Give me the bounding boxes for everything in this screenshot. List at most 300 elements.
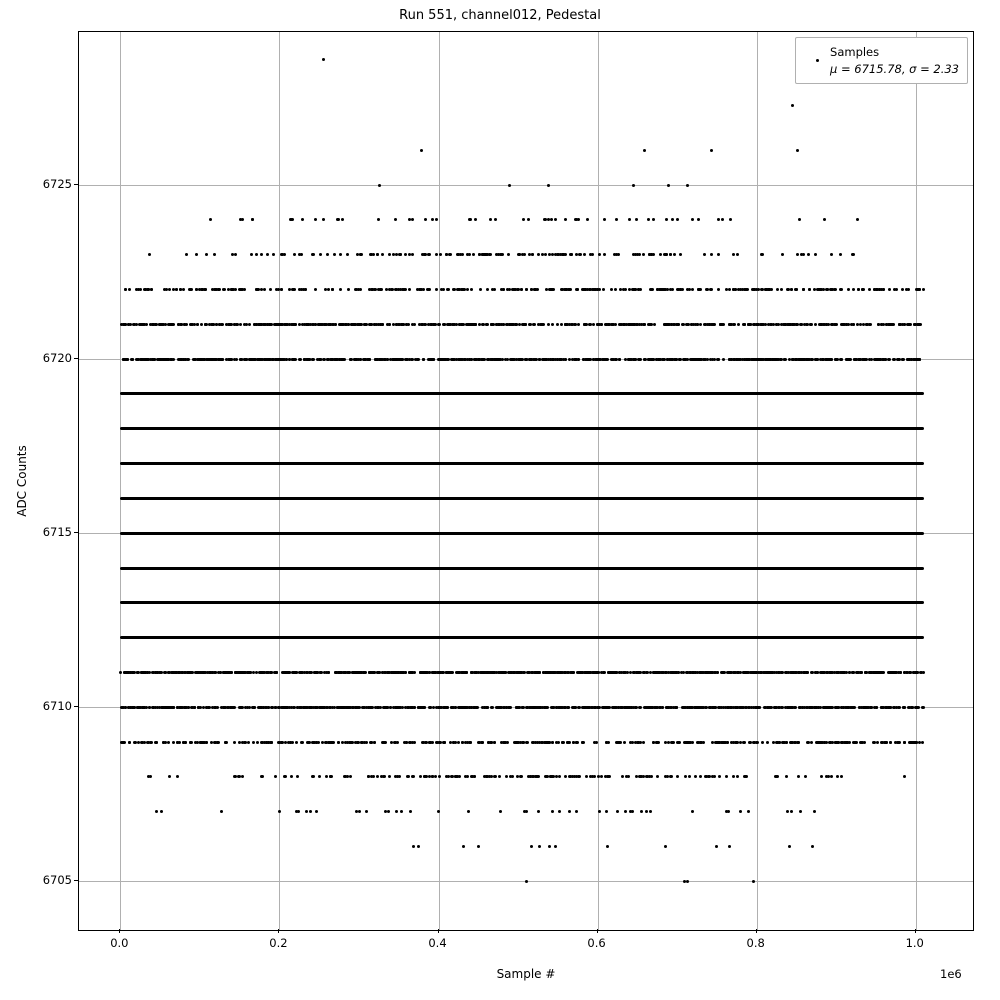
scatter-point bbox=[209, 671, 212, 674]
scatter-point bbox=[263, 288, 266, 291]
scatter-point bbox=[756, 358, 759, 361]
scatter-point bbox=[189, 741, 192, 744]
scatter-point bbox=[665, 706, 668, 709]
scatter-point bbox=[159, 323, 162, 326]
scatter-point bbox=[608, 671, 611, 674]
scatter-point bbox=[252, 671, 255, 674]
scatter-point bbox=[590, 706, 593, 709]
scatter-point bbox=[717, 288, 720, 291]
y-tick-label: 6725 bbox=[42, 177, 72, 192]
scatter-point bbox=[799, 810, 802, 813]
scatter-point bbox=[145, 323, 148, 326]
scatter-point bbox=[299, 358, 302, 361]
scatter-point bbox=[762, 358, 765, 361]
scatter-point bbox=[132, 706, 135, 709]
scatter-point bbox=[530, 845, 533, 848]
scatter-point bbox=[170, 706, 173, 709]
scatter-point bbox=[857, 288, 860, 291]
scatter-point bbox=[790, 288, 793, 291]
scatter-point bbox=[610, 288, 613, 291]
scatter-point bbox=[737, 323, 740, 326]
scatter-point bbox=[412, 845, 415, 848]
scatter-point bbox=[531, 253, 534, 256]
scatter-point bbox=[655, 741, 658, 744]
scatter-point bbox=[716, 671, 719, 674]
scatter-point bbox=[827, 775, 830, 778]
scatter-point bbox=[688, 288, 691, 291]
scatter-point bbox=[684, 775, 687, 778]
scatter-point bbox=[852, 323, 855, 326]
scatter-point bbox=[175, 288, 178, 291]
scatter-point bbox=[280, 288, 283, 291]
scatter-point bbox=[807, 253, 810, 256]
scatter-point bbox=[892, 706, 895, 709]
scatter-point bbox=[760, 288, 763, 291]
x-tick-mark bbox=[119, 929, 120, 933]
scatter-point bbox=[745, 775, 748, 778]
scatter-point bbox=[584, 323, 587, 326]
scatter-point bbox=[837, 671, 840, 674]
scatter-point bbox=[530, 358, 533, 361]
scatter-point bbox=[229, 323, 232, 326]
scatter-point bbox=[244, 741, 247, 744]
scatter-point bbox=[659, 288, 662, 291]
scatter-point bbox=[296, 775, 299, 778]
scatter-point bbox=[875, 706, 878, 709]
scatter-point bbox=[176, 775, 179, 778]
x-tick-mark bbox=[915, 929, 916, 933]
scatter-point bbox=[559, 253, 562, 256]
scatter-point bbox=[421, 323, 424, 326]
scatter-point bbox=[752, 880, 755, 883]
scatter-point bbox=[538, 845, 541, 848]
scatter-point bbox=[539, 323, 542, 326]
scatter-point bbox=[204, 671, 207, 674]
scatter-point bbox=[834, 358, 837, 361]
scatter-point bbox=[396, 741, 399, 744]
scatter-point bbox=[894, 741, 897, 744]
scatter-point bbox=[686, 184, 689, 187]
scatter-point bbox=[814, 253, 817, 256]
scatter-point bbox=[550, 218, 553, 221]
scatter-point bbox=[620, 706, 623, 709]
scatter-point bbox=[444, 358, 447, 361]
scatter-point bbox=[676, 741, 679, 744]
scatter-point bbox=[521, 253, 524, 256]
scatter-point bbox=[404, 253, 407, 256]
scatter-point bbox=[331, 706, 334, 709]
scatter-point bbox=[251, 218, 254, 221]
scatter-point bbox=[715, 845, 718, 848]
scatter-point bbox=[268, 323, 271, 326]
scatter-point bbox=[728, 845, 731, 848]
scatter-point bbox=[779, 358, 782, 361]
scatter-point bbox=[193, 706, 196, 709]
scatter-point bbox=[635, 671, 638, 674]
scatter-point bbox=[238, 671, 241, 674]
scatter-point bbox=[843, 671, 846, 674]
scatter-point bbox=[344, 741, 347, 744]
scatter-point bbox=[698, 288, 701, 291]
scatter-point bbox=[554, 253, 557, 256]
scatter-point bbox=[879, 671, 882, 674]
scatter-point bbox=[317, 741, 320, 744]
scatter-point bbox=[439, 741, 442, 744]
scatter-point bbox=[897, 358, 900, 361]
scatter-point bbox=[248, 323, 251, 326]
scatter-point bbox=[550, 706, 553, 709]
scatter-point bbox=[359, 671, 362, 674]
scatter-point bbox=[598, 288, 601, 291]
scatter-point bbox=[736, 253, 739, 256]
scatter-point bbox=[518, 671, 521, 674]
scatter-point bbox=[694, 706, 697, 709]
scatter-point bbox=[839, 358, 842, 361]
scatter-point bbox=[493, 671, 496, 674]
scatter-point bbox=[637, 741, 640, 744]
scatter-point bbox=[461, 741, 464, 744]
scatter-point bbox=[255, 253, 258, 256]
scatter-point bbox=[585, 775, 588, 778]
scatter-point bbox=[472, 253, 475, 256]
scatter-point bbox=[292, 706, 295, 709]
scatter-point bbox=[783, 358, 786, 361]
scatter-point bbox=[450, 671, 453, 674]
scatter-point bbox=[811, 706, 814, 709]
scatter-point bbox=[899, 671, 902, 674]
scatter-point bbox=[195, 288, 198, 291]
scatter-point bbox=[595, 671, 598, 674]
scatter-point bbox=[709, 358, 712, 361]
scatter-band bbox=[120, 532, 923, 535]
scatter-point bbox=[457, 741, 460, 744]
scatter-point bbox=[578, 775, 581, 778]
scatter-point bbox=[200, 323, 203, 326]
scatter-point bbox=[605, 741, 608, 744]
scatter-point bbox=[772, 741, 775, 744]
scatter-point bbox=[831, 323, 834, 326]
scatter-point bbox=[801, 706, 804, 709]
scatter-point bbox=[293, 253, 296, 256]
scatter-point bbox=[525, 880, 528, 883]
scatter-point bbox=[807, 741, 810, 744]
scatter-point bbox=[367, 358, 370, 361]
scatter-point bbox=[718, 775, 721, 778]
scatter-point bbox=[428, 253, 431, 256]
scatter-point bbox=[375, 323, 378, 326]
scatter-point bbox=[600, 775, 603, 778]
scatter-point bbox=[635, 218, 638, 221]
scatter-point bbox=[795, 288, 798, 291]
scatter-point bbox=[243, 671, 246, 674]
scatter-point bbox=[522, 218, 525, 221]
scatter-point bbox=[301, 323, 304, 326]
scatter-point bbox=[311, 358, 314, 361]
y-tick-mark bbox=[74, 532, 78, 533]
scatter-point bbox=[852, 741, 855, 744]
scatter-point bbox=[624, 810, 627, 813]
scatter-point bbox=[190, 288, 193, 291]
scatter-point bbox=[182, 741, 185, 744]
scatter-point bbox=[257, 358, 260, 361]
scatter-point bbox=[666, 358, 669, 361]
scatter-point bbox=[790, 810, 793, 813]
scatter-point bbox=[720, 671, 723, 674]
scatter-point bbox=[373, 741, 376, 744]
scatter-point bbox=[270, 741, 273, 744]
scatter-point bbox=[134, 741, 137, 744]
scatter-point bbox=[353, 323, 356, 326]
scatter-point bbox=[291, 323, 294, 326]
scatter-point bbox=[486, 358, 489, 361]
scatter-point bbox=[774, 358, 777, 361]
scatter-point bbox=[512, 323, 515, 326]
scatter-point bbox=[407, 706, 410, 709]
scatter-point bbox=[408, 741, 411, 744]
scatter-point bbox=[358, 323, 361, 326]
scatter-point bbox=[267, 706, 270, 709]
scatter-point bbox=[277, 706, 280, 709]
scatter-point bbox=[497, 671, 500, 674]
scatter-point bbox=[903, 671, 906, 674]
scatter-point bbox=[156, 671, 159, 674]
scatter-point bbox=[737, 671, 740, 674]
scatter-point bbox=[658, 671, 661, 674]
scatter-point bbox=[647, 218, 650, 221]
scatter-point bbox=[283, 706, 286, 709]
scatter-point bbox=[809, 323, 812, 326]
scatter-point bbox=[376, 253, 379, 256]
scatter-point bbox=[233, 706, 236, 709]
scatter-point bbox=[547, 323, 550, 326]
scatter-point bbox=[640, 810, 643, 813]
scatter-point bbox=[263, 358, 266, 361]
scatter-point bbox=[161, 706, 164, 709]
scatter-point bbox=[328, 741, 331, 744]
scatter-point bbox=[525, 741, 528, 744]
scatter-point bbox=[664, 741, 667, 744]
scatter-point bbox=[222, 706, 225, 709]
scatter-point bbox=[529, 706, 532, 709]
scatter-point bbox=[647, 358, 650, 361]
scatter-point bbox=[743, 671, 746, 674]
scatter-point bbox=[469, 218, 472, 221]
scatter-point bbox=[230, 288, 233, 291]
scatter-point bbox=[211, 358, 214, 361]
scatter-point bbox=[215, 358, 218, 361]
scatter-point bbox=[342, 358, 345, 361]
scatter-point-outlier bbox=[791, 104, 794, 107]
scatter-point bbox=[614, 358, 617, 361]
scatter-point bbox=[358, 810, 361, 813]
scatter-point bbox=[371, 288, 374, 291]
chart-title: Run 551, channel012, Pedestal bbox=[399, 8, 601, 23]
scatter-point bbox=[919, 671, 922, 674]
scatter-point bbox=[311, 741, 314, 744]
scatter-point bbox=[523, 323, 526, 326]
scatter-point bbox=[228, 358, 231, 361]
scatter-point bbox=[820, 775, 823, 778]
scatter-point bbox=[577, 358, 580, 361]
scatter-point bbox=[544, 253, 547, 256]
scatter-point bbox=[233, 323, 236, 326]
scatter-point bbox=[280, 741, 283, 744]
scatter-point bbox=[793, 706, 796, 709]
scatter-point bbox=[817, 741, 820, 744]
scatter-point bbox=[694, 358, 697, 361]
scatter-point bbox=[856, 218, 859, 221]
scatter-point bbox=[198, 288, 201, 291]
x-tick-mark bbox=[278, 929, 279, 933]
scatter-point bbox=[627, 775, 630, 778]
scatter-point bbox=[313, 671, 316, 674]
scatter-point bbox=[846, 358, 849, 361]
x-tick-label: 0.2 bbox=[269, 936, 288, 950]
scatter-point bbox=[193, 358, 196, 361]
scatter-point bbox=[155, 741, 158, 744]
scatter-point bbox=[615, 218, 618, 221]
scatter-point bbox=[880, 323, 883, 326]
scatter-point bbox=[868, 358, 871, 361]
scatter-point bbox=[260, 706, 263, 709]
scatter-point bbox=[566, 741, 569, 744]
scatter-point bbox=[907, 288, 910, 291]
scatter-point bbox=[664, 288, 667, 291]
scatter-point bbox=[617, 253, 620, 256]
scatter-point bbox=[879, 358, 882, 361]
scatter-point bbox=[742, 741, 745, 744]
scatter-point bbox=[537, 810, 540, 813]
scatter-point bbox=[466, 288, 469, 291]
scatter-point bbox=[558, 810, 561, 813]
scatter-point bbox=[347, 288, 350, 291]
scatter-point bbox=[608, 775, 611, 778]
scatter-point bbox=[910, 741, 913, 744]
scatter-point bbox=[619, 288, 622, 291]
scatter-point bbox=[717, 218, 720, 221]
scatter-point bbox=[364, 323, 367, 326]
scatter-point bbox=[230, 671, 233, 674]
scatter-point bbox=[377, 218, 380, 221]
scatter-point bbox=[614, 706, 617, 709]
scatter-point bbox=[477, 741, 480, 744]
scatter-point bbox=[438, 323, 441, 326]
scatter-point bbox=[447, 288, 450, 291]
scatter-point bbox=[461, 288, 464, 291]
scatter-point bbox=[413, 671, 416, 674]
scatter-point bbox=[789, 671, 792, 674]
scatter-point bbox=[848, 671, 851, 674]
scatter-point bbox=[606, 358, 609, 361]
scatter-point bbox=[593, 775, 596, 778]
scatter-point bbox=[813, 810, 816, 813]
scatter-point bbox=[722, 358, 725, 361]
scatter-point bbox=[578, 706, 581, 709]
scatter-point bbox=[840, 323, 843, 326]
scatter-point bbox=[157, 358, 160, 361]
scatter-point bbox=[409, 810, 412, 813]
scatter-point bbox=[791, 323, 794, 326]
scatter-point bbox=[121, 741, 124, 744]
scatter-point bbox=[350, 358, 353, 361]
scatter-point bbox=[710, 253, 713, 256]
scatter-point bbox=[748, 706, 751, 709]
scatter-point bbox=[148, 253, 151, 256]
scatter-point bbox=[119, 671, 122, 674]
scatter-point bbox=[394, 671, 397, 674]
scatter-point bbox=[511, 775, 514, 778]
legend-series-stats: μ = 6715.78, σ = 2.33 bbox=[830, 61, 959, 76]
scatter-point bbox=[404, 288, 407, 291]
scatter-point bbox=[876, 741, 879, 744]
scatter-point bbox=[225, 323, 228, 326]
scatter-point bbox=[216, 741, 219, 744]
scatter-point bbox=[670, 775, 673, 778]
scatter-point bbox=[473, 358, 476, 361]
scatter-point bbox=[359, 358, 362, 361]
scatter-point bbox=[467, 810, 470, 813]
scatter-point bbox=[798, 218, 801, 221]
scatter-point bbox=[527, 218, 530, 221]
scatter-point bbox=[533, 323, 536, 326]
scatter-point bbox=[438, 358, 441, 361]
scatter-point bbox=[274, 706, 277, 709]
scatter-point bbox=[762, 323, 765, 326]
scatter-point bbox=[278, 810, 281, 813]
scatter-point bbox=[688, 775, 691, 778]
scatter-point bbox=[472, 706, 475, 709]
scatter-point bbox=[481, 706, 484, 709]
scatter-point bbox=[219, 358, 222, 361]
scatter-point bbox=[623, 741, 626, 744]
scatter-point bbox=[243, 288, 246, 291]
scatter-point bbox=[470, 671, 473, 674]
scatter-point bbox=[576, 288, 579, 291]
scatter-point bbox=[564, 358, 567, 361]
scatter-point bbox=[652, 741, 655, 744]
scatter-point bbox=[744, 706, 747, 709]
scatter-point bbox=[324, 323, 327, 326]
scatter-point bbox=[300, 253, 303, 256]
scatter-point bbox=[785, 775, 788, 778]
scatter-point bbox=[515, 323, 518, 326]
scatter-point bbox=[422, 358, 425, 361]
scatter-point bbox=[717, 358, 720, 361]
scatter-point bbox=[260, 741, 263, 744]
scatter-point bbox=[538, 358, 541, 361]
scatter-point bbox=[643, 149, 646, 152]
scatter-point bbox=[293, 288, 296, 291]
scatter-point bbox=[168, 775, 171, 778]
scatter-point bbox=[474, 323, 477, 326]
x-tick-label: 0.0 bbox=[110, 936, 129, 950]
scatter-point bbox=[462, 845, 465, 848]
scatter-point bbox=[884, 741, 887, 744]
scatter-point bbox=[505, 775, 508, 778]
scatter-point bbox=[354, 706, 357, 709]
scatter-point bbox=[392, 323, 395, 326]
scatter-point bbox=[501, 358, 504, 361]
scatter-point bbox=[209, 218, 212, 221]
scatter-point bbox=[922, 288, 925, 291]
scatter-point bbox=[183, 706, 186, 709]
scatter-point bbox=[139, 288, 142, 291]
scatter-point bbox=[195, 253, 198, 256]
plot-area bbox=[78, 31, 974, 931]
scatter-point bbox=[179, 706, 182, 709]
scatter-point bbox=[429, 741, 432, 744]
scatter-point bbox=[223, 288, 226, 291]
